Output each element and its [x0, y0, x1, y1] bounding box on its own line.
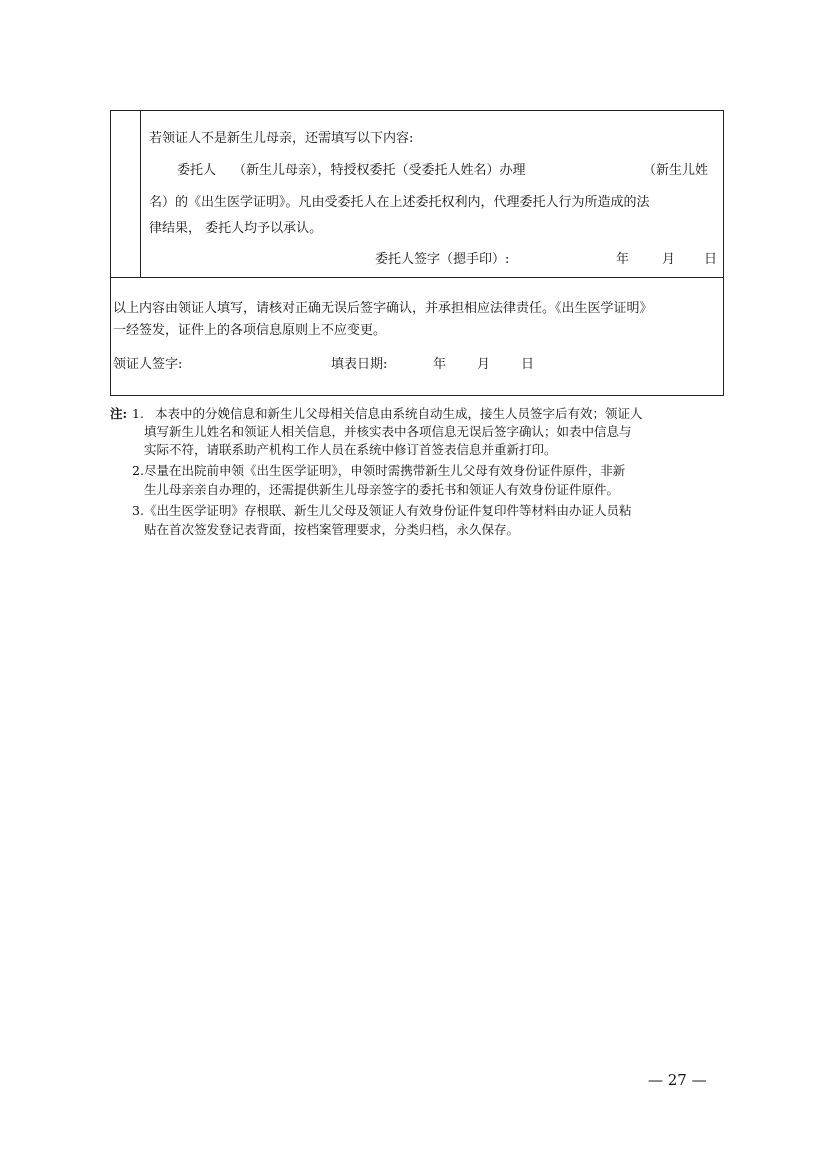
note-1-line-2: 填写新生儿姓名和领证人相关信息，并核实表中各项信息无误后签字确认；如表中信息与 — [144, 424, 632, 439]
consent-line-2: 名）的《出生医学证明》。凡由受委托人在上述委托权利内，代理委托人行为所造成的法 — [149, 195, 650, 210]
consent-row — [111, 111, 723, 278]
note-3-number: 3. — [132, 503, 144, 518]
consent-authorization-text: （新生儿母亲），特授权委托（受委托人姓名）办理 — [233, 163, 526, 178]
confirm-line-1: 以上内容由领证人填写，请核对正确无误后签字确认，并承担相应法律责任。《出生医学证明》 — [113, 301, 653, 316]
note-3-line-1: 《出生医学证明》存根联、新生儿父母及领证人有效身份证件复印件等材料由办证人员粘 — [144, 503, 632, 518]
note-2-number: 2. — [132, 463, 144, 478]
consent-line-3: 律结果， 委托人均予以承认。 — [149, 221, 323, 236]
confirm-month-label: 月 — [477, 357, 491, 372]
page-number: — 27 — — [648, 1071, 707, 1089]
note-1-line-1: 本表中的分娩信息和新生儿父母相关信息由系统自动生成，接生人员签字后有效；领证人 — [155, 406, 643, 421]
confirm-year-label: 年 — [433, 357, 447, 372]
confirm-day-label: 日 — [521, 357, 535, 372]
signer-signature-label: 领证人签字: — [113, 357, 183, 372]
confirm-line-2: 一经签发，证件上的各项信息原则上不应变更。 — [113, 323, 387, 338]
consent-year-label: 年 — [616, 252, 630, 267]
note-1-number: 1. — [132, 406, 144, 421]
consent-intro: 若领证人不是新生儿母亲，还需填写以下内容: — [149, 131, 414, 146]
principal-signature-label: 委托人签字（摁手印）: — [375, 252, 510, 267]
consent-left-cell — [111, 111, 141, 277]
form-table — [110, 110, 724, 396]
consent-month-label: 月 — [662, 252, 676, 267]
note-2-line-1: 尽量在出院前申领《出生医学证明》，申领时需携带新生儿父母有效身份证件原件，非新 — [144, 463, 626, 478]
consent-newborn-name-text: （新生儿姓 — [643, 163, 709, 178]
consent-principal-label: 委托人 — [177, 163, 217, 178]
notes-label-text: 注: — [110, 406, 128, 421]
note-2-line-2: 生儿母亲亲自办理的，还需提供新生儿母亲签字的委托书和领证人有效身份证件原件。 — [144, 482, 620, 497]
fill-date-label: 填表日期: — [331, 357, 388, 372]
notes-label — [110, 406, 127, 422]
note-3-line-2: 贴在首次签发登记表背面，按档案管理要求，分类归档，永久保存。 — [144, 522, 520, 537]
consent-day-label: 日 — [704, 252, 718, 267]
note-1-line-3: 实际不符，请联系助产机构工作人员在系统中修订首签表信息并重新打印。 — [144, 442, 557, 457]
